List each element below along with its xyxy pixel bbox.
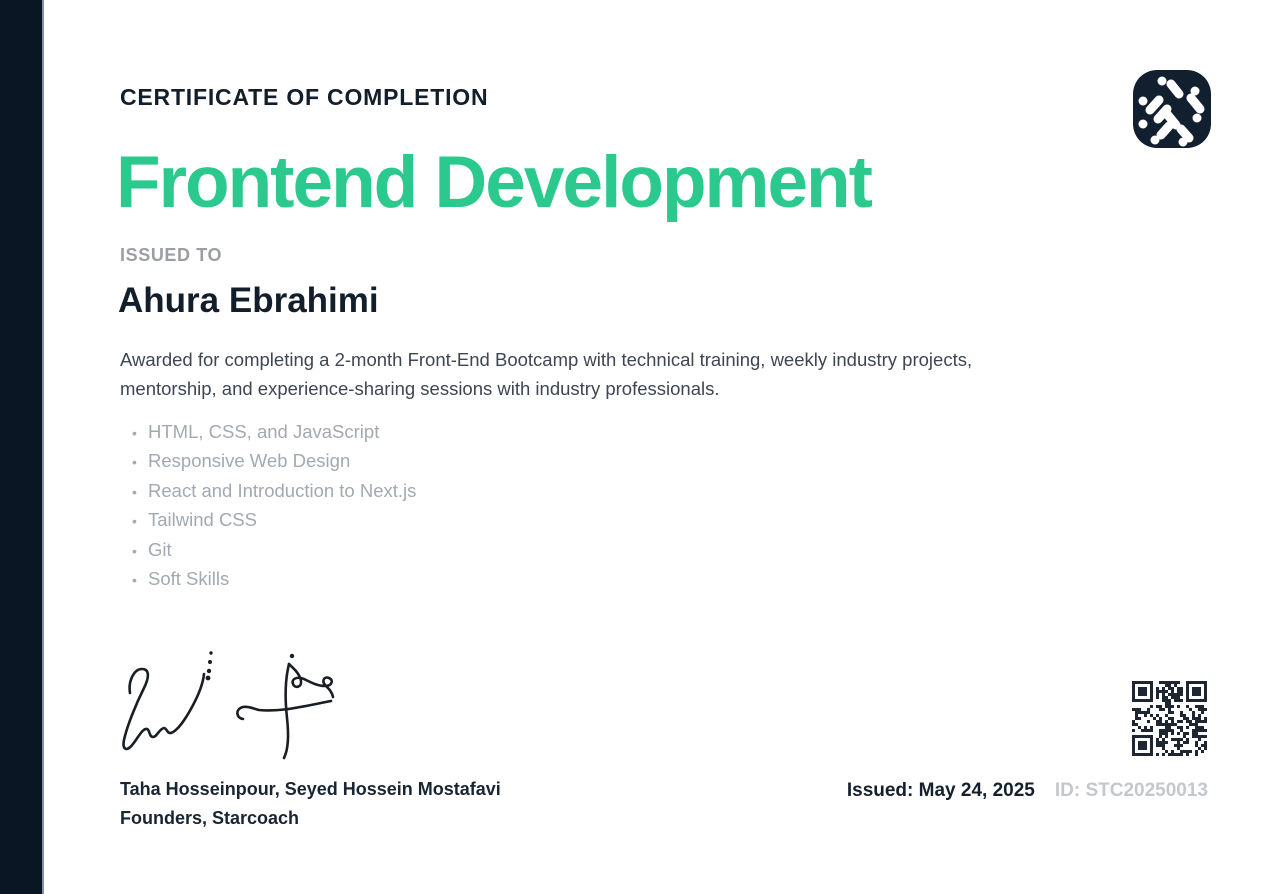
certificate-id: ID: STC20250013 [1054, 780, 1208, 801]
bullet-icon: • [132, 483, 137, 500]
curriculum-item-label: HTML, CSS, and JavaScript [148, 421, 380, 442]
curriculum-item [132, 477, 416, 506]
signature-dot [208, 660, 212, 664]
curriculum-item-label: Responsive Web Design [148, 450, 351, 472]
bullet-icon: • [132, 425, 137, 441]
signature-dot [209, 651, 212, 654]
certificate-heading: CERTIFICATE OF COMPLETION [120, 84, 489, 110]
curriculum-item [132, 418, 416, 447]
bullet-icon: • [132, 542, 137, 559]
signature-2-horizontal [237, 701, 331, 719]
signature-1 [124, 669, 204, 749]
signature-dot [207, 669, 211, 673]
signatory-names: Taha Hosseinpour, Seyed Hossein Mostafavi [120, 779, 501, 799]
qr-code-svg [1132, 681, 1207, 756]
recipient-name: Ahura Ebrahimi [118, 281, 379, 320]
starcoach-logo-svg [1133, 70, 1211, 148]
starcoach-logo-icon [1133, 70, 1211, 148]
curriculum-item-label: Tailwind CSS [148, 509, 257, 531]
curriculum-item [132, 565, 416, 594]
curriculum-item-label: React and Introduction to Next.js [148, 479, 417, 501]
qr-code [1132, 681, 1207, 756]
signature-dot [290, 654, 294, 658]
curriculum-list [132, 418, 416, 594]
signatory-role: Founders, Starcoach [120, 808, 300, 828]
curriculum-item [132, 536, 416, 565]
signature-2-flourish [289, 664, 333, 697]
issue-info-row [847, 780, 1208, 802]
signature-2-vertical [284, 664, 289, 758]
curriculum-item-label: Soft Skills [148, 568, 230, 590]
curriculum-item [132, 447, 416, 476]
bullet-icon: • [132, 572, 137, 589]
issue-date: Issued: May 24, 2025 [846, 780, 1035, 801]
issued-to-label: ISSUED TO [120, 245, 223, 265]
award-description: Awarded for completing a 2-month Front-End Bootcamp with technical training, weekly industry projects, mentorship, and experience-sharing sessions with industry professionals. [120, 349, 973, 399]
course-title: Frontend Development [116, 142, 871, 223]
bullet-icon: • [132, 454, 137, 471]
curriculum-item [132, 506, 416, 535]
left-accent-bar [0, 0, 44, 894]
curriculum-item-label: Git [148, 538, 172, 560]
bullet-icon: • [132, 513, 137, 530]
signature-dot [206, 676, 211, 681]
